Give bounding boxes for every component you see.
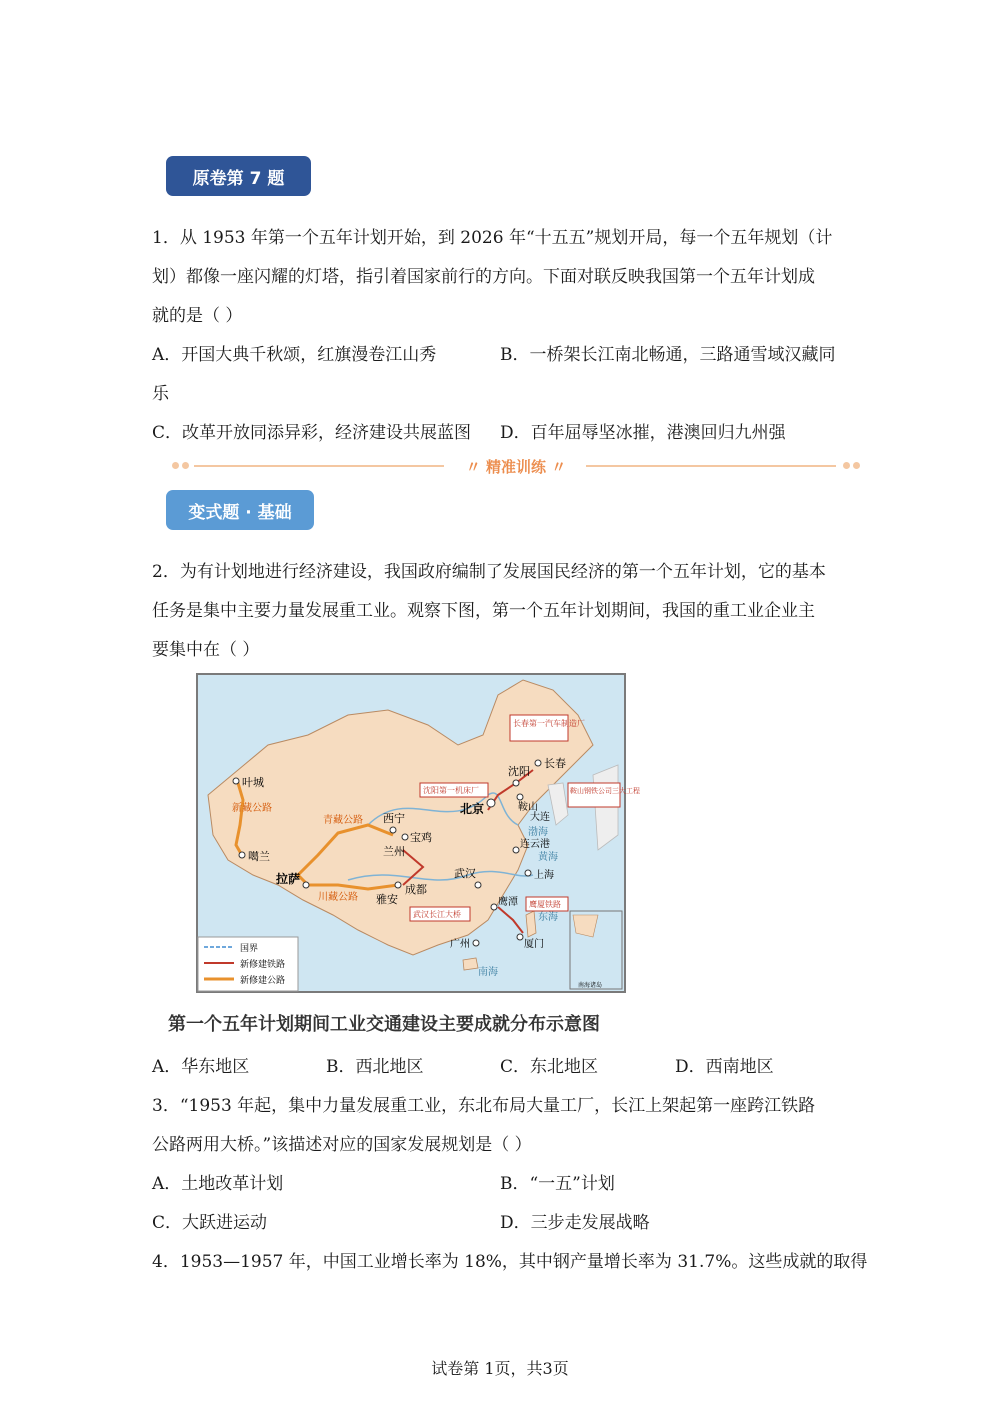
city-label: 武汉 (454, 867, 476, 880)
legend-label: 国界 (240, 944, 259, 954)
callout-label: 鞍山钢铁公司三大工程 (570, 787, 640, 795)
sea-label: 南海 (478, 967, 498, 978)
city-label: 长春 (544, 757, 566, 770)
city-marker (535, 760, 541, 766)
q2-option-c: C．东北地区 (500, 1057, 599, 1077)
q1-option-d: D．百年屈辱坚冰摧，港澳回归九州强 (500, 423, 786, 443)
city-label: 连云港 (520, 839, 550, 850)
q2-line-3: 要集中在（ ） (152, 640, 260, 660)
q3-option-c: C．大跃进运动 (152, 1213, 268, 1233)
q1-option-b: B．一桥架长江南北畅通，三路通雪域汉藏同 (500, 345, 836, 365)
railway-line (498, 907, 523, 933)
city-label: 噶兰 (248, 850, 270, 863)
city-marker (303, 882, 309, 888)
city-marker (402, 834, 408, 840)
q1-line-1: 1．从 1953 年第一个五年计划开始，到 2026 年“十五五”规划开局，每一个五年规划（计 (152, 228, 833, 248)
q3-option-d: D．三步走发展战略 (500, 1213, 650, 1233)
city-label: 鹰潭 (498, 897, 518, 908)
city-label: 鞍山 (518, 802, 538, 813)
callout-label: 沈阳第一机床厂 (423, 786, 479, 795)
city-marker (475, 882, 481, 888)
city-label: 叶城 (242, 776, 264, 789)
city-marker (525, 870, 531, 876)
neighbor-land (548, 783, 568, 825)
q1-line-3: 就的是（ ） (152, 306, 243, 326)
capital-marker (487, 799, 495, 807)
q1-option-c: C．改革开放同添异彩，经济建设共展蓝图 (152, 423, 472, 443)
q2-line-1: 2．为有计划地进行经济建设，我国政府编制了发展国民经济的第一个五年计划，它的基本 (152, 562, 826, 582)
inset-label: 南海诸岛 (578, 982, 603, 989)
legend-label: 新修建公路 (240, 976, 286, 986)
city-marker (233, 778, 239, 784)
map-caption: 第一个五年计划期间工业交通建设主要成就分布示意图 (168, 1014, 600, 1035)
callout-label: 武汉长江大桥 (413, 910, 461, 919)
legend-label: 新修建铁路 (240, 960, 286, 970)
q3-line-2: 公路两用大桥。”该描述对应的国家发展规划是（ ） (152, 1135, 532, 1155)
city-marker (517, 934, 523, 940)
q2-option-b: B．西北地区 (326, 1057, 424, 1077)
city-marker (473, 940, 479, 946)
q1-option-b-cont: 乐 (152, 384, 169, 404)
city-label: 上海 (534, 870, 554, 881)
city-label: 广州 (450, 939, 470, 950)
variant-question-label: 变式题 · 基础 (166, 490, 314, 530)
city-marker (395, 882, 401, 888)
q2-option-a: A．华东地区 (152, 1057, 250, 1077)
city-marker (513, 780, 519, 786)
sea-label: 渤海 (528, 827, 548, 838)
q2-option-d: D．西南地区 (675, 1057, 774, 1077)
q4-line-1: 4．1953—1957 年，中国工业增长率为 18%，其中钢产量增长率为 31.7%。这些成就的取得 (152, 1252, 868, 1272)
city-label: 雅安 (376, 893, 398, 906)
page-footer: 试卷第 1页，共3页 (431, 1359, 569, 1378)
city-label: 厦门 (524, 939, 544, 950)
divider-label: 精准训练 (485, 458, 546, 476)
city-marker (390, 827, 396, 833)
original-question-label: 原卷第 7 题 (166, 156, 311, 196)
callout-label: 长春第一汽车制造厂 (513, 719, 585, 728)
city-label: 宝鸡 (410, 831, 432, 844)
city-marker (513, 847, 519, 853)
q3-line-1: 3．“1953 年起，集中力量发展重工业，东北布局大量工厂，长江上架起第一座跨江铁路 (152, 1096, 816, 1116)
q1-line-2: 划）都像一座闪耀的灯塔，指引着国家前行的方向。下面对联反映我国第一个五年计划成 (152, 267, 815, 287)
sea-label: 东海 (538, 912, 558, 923)
city-label: 北京 (460, 802, 485, 816)
q1-option-a: A．开国大典千秋颂，红旗漫卷江山秀 (152, 345, 437, 365)
city-label: 成都 (405, 883, 427, 896)
q3-option-a: A．土地改革计划 (152, 1174, 284, 1194)
divider-decoration-icon: 〃 (465, 458, 486, 476)
divider-decoration-icon: 〃 (546, 458, 567, 476)
hainan-island (463, 958, 478, 970)
route-label: 新藏公路 (232, 803, 272, 814)
sea-label: 黄海 (538, 852, 558, 863)
industry-transport-map (196, 673, 640, 993)
callout-label: 鹰厦铁路 (529, 900, 561, 909)
map-graphic (198, 675, 640, 991)
taiwan-island (526, 911, 536, 937)
section-divider (172, 456, 860, 476)
city-label: 拉萨 (276, 872, 301, 886)
city-marker (517, 794, 523, 800)
city-label: 西宁 (383, 812, 405, 825)
city-label: 大连 (530, 812, 550, 823)
city-marker (491, 904, 497, 910)
city-label: 沈阳 (508, 765, 530, 778)
route-label: 川藏公路 (318, 892, 358, 903)
q2-line-2: 任务是集中主要力量发展重工业。观察下图，第一个五年计划期间，我国的重工业企业主 (152, 601, 815, 621)
city-marker (239, 852, 245, 858)
q3-option-b: B．“一五”计划 (500, 1174, 615, 1194)
city-label: 兰州 (383, 845, 405, 858)
route-label: 青藏公路 (323, 815, 363, 826)
